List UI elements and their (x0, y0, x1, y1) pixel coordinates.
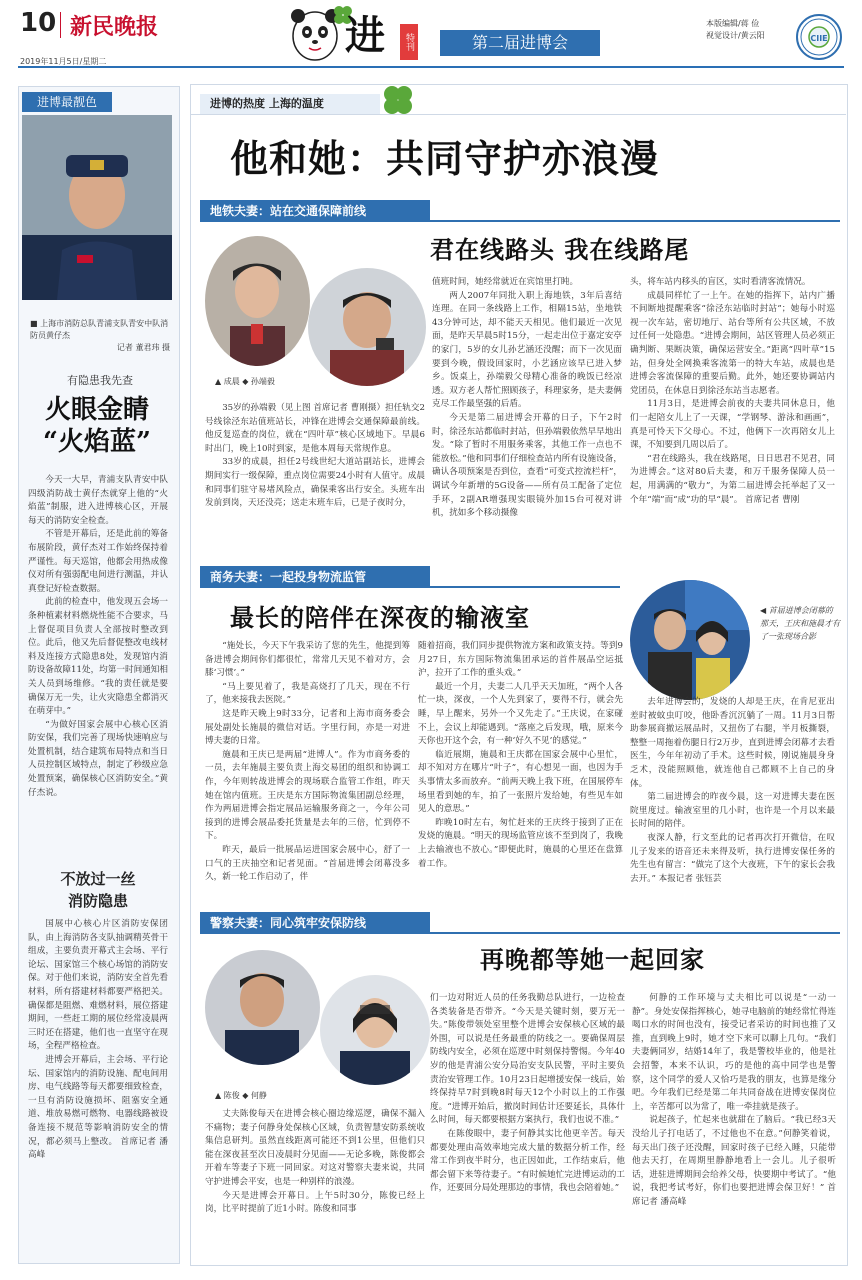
paragraph: 不管是开幕后，还是此前的筹备布展阶段，黄仔杰对工作始终保持着严谨性。每天巡馆，他都会用热成像仪对所有强弱配电间进行测温，并认真登记好检查数据。 (28, 529, 168, 594)
paragraph: 最近一个月，夫妻二人几乎天天加班，“两个人各忙一块，深夜，一个人先到家了，要得不行，就会先睡，早上醒来，另外一个又先走了。”王庆说，在家碰不上，会议上却能遇到。“落座之后发现，哦，原来今天你也开这个会，有一种‘好久不见’的感觉。” (418, 681, 623, 747)
paragraph: 头，将车站内移头的盲区，实时看清客流情况。 (630, 277, 811, 287)
firefighter-photo (22, 115, 172, 300)
section-tag-subway: 地铁夫妻：站在交通保障前线 (200, 200, 430, 222)
photo-caption: ◀ 首届进博会闭幕的那天，王庆和施晨才有了一张现场合影 (760, 606, 840, 641)
paragraph: 说起孩子，忙起来也就甜在了脑后。“我已经3天没给儿子打电话了，不过他也不在意。”何静笑着说，每天出门孩子还没醒，回家时孩子已经入睡，只能带他去天打，在周期里静静地看上一会儿。儿子很听话，进驻进博期间会给养父母，快要期中考试了。“他说，我把考试考好，你们也要把进博会保卫好！” 首席记者 潘高峰 (632, 1115, 836, 1207)
subway-col-3 (630, 276, 835, 596)
section-rule (200, 220, 840, 222)
business-col-1 (205, 640, 410, 896)
business-col-3 (630, 696, 835, 896)
photo-credit: 记者 董君玮 摄 (116, 343, 170, 352)
paragraph: 去年进博会的，发烧的人却是王庆，在肯尼亚出差时被蚊虫叮咬，他卧香沉沉躺了一周。11月3日帮助参展商撤运展品时，又扭伤了右腿，半月板撕裂，整整一周拖着伤腿日行2万步，直到进博会闭幕才去看医生，今年年初动了手术。这些时候，刚说施晨身身乏术，没能照顾他，就连他自己都顾不上自己的身体。 (630, 697, 835, 789)
photo-caption-text: ■ 上海市消防总队青浦支队青安中队消防员黄仔杰 (30, 319, 169, 340)
page-number: 10 (20, 8, 57, 38)
left-article-2 (28, 918, 168, 1250)
section-rule (200, 586, 620, 588)
left-column-tag: 进博最靓色 (22, 92, 112, 112)
paragraph: 今天一大早，青浦支队青安中队四级消防战士黄仔杰就穿上他的“火焰蓝”制服，进入进博核心区，开展每天的消防安全检查。 (28, 475, 168, 526)
jin-character-logo: 进 (345, 12, 385, 59)
paragraph: 何静的工作环境与丈夫相比可以说是“一动一静”。身处安保指挥核心，她寻电脑前的她经常忙得连喝口水的时间也没有，接受记者采访的时间也推了又推，直到晚上9时，她才空下来可以聊上几句。“我们夫妻俩同岁，结婚14年了，我是警校毕业的，他是社会招警，本来不认识，巧的是他的高中同学也是警察，这个同学的爱人又恰巧是我的朋友，也算是缘分吧。今年我们已经是第二年共同奋战在进博安保岗位上，辛苦都可以为常了，唯一牵挂就是孩子。 (632, 993, 836, 1112)
subway-headline: 君在线路头 我在线路尾 (430, 235, 690, 264)
chenjun-photo (205, 950, 320, 1065)
paragraph: 33岁的成晨，担任2号线世纪大道站副站长，进博会期间实行一级保障，重点岗位需要24小时有人值守。成晨和同事们驻守易堵风险点，确保乘客出行安全。头班车出发前到岗，天还没亮；送走末班车后，已是子夜时分， (205, 457, 425, 509)
police-col-3 (632, 992, 836, 1256)
police-col-1 (205, 1108, 425, 1256)
main-headline: 他和她：共同守护亦浪漫 (230, 136, 660, 181)
paragraph: 今天是第二届进博会开幕的日子，下午2时时，徐泾东站都临时封站，但孙端毅依然早早地出发。“除了暂时不用服务乘客，其他工作一点也不能放松。”他和同事们仔细检查站内所有设施设备，确认各项预案是否到位，查看“可变式控流栏杆”，调试今年新增的5G设备——所有员工配备了定位手环，2副AR增强现实眼镜外加15台可视对讲机，扰如多个移动摄像 (432, 412, 622, 519)
divider (190, 114, 846, 115)
section-banner: 第二届进博会 (440, 30, 600, 56)
header-divider (60, 12, 61, 38)
couple-photo (630, 580, 750, 700)
photo-caption: ▲ 成晨 ◆ 孙端毅 (215, 377, 275, 386)
photo-caption (30, 318, 170, 354)
paragraph: 此前的检查中，他发现五会场一条种植素材料燃烧性能不合要求，马上督促项目负责人全部按时整改到位。此后，他又先后督促整改电线材料及连接方式隐患8处，发现馆内消防设备故障11处，均第一时间通知相关人员到场维修。“我的责任就是要确保万无一失，让火灾隐患全都消灭在萌芽中。” (28, 597, 168, 717)
paragraph: “马上要见着了，我是高烧打了几天，现在不行了，他来接我去医院。” (205, 681, 410, 706)
special-issue-badge: 特刊 (400, 24, 418, 60)
main-topic-tag: 进博的热度 上海的温度 (200, 94, 380, 114)
left-article-1 (28, 474, 168, 864)
paragraph: 11月3日，是进博会前夜的夫妻共同休息日，他们一起陪女儿上了一天课，“学钢琴、游泳和画画”，真是可怜天下父母心。不过，他俩下一次再陪女儿上课，不知要到几周以后了。 (630, 399, 835, 451)
sunduanyi-photo (308, 268, 426, 386)
paragraph: 们一边对附近人员的任务我勤总队进行，一边检查各类装备是否带齐。“今天是关键时刻，要万无一失。”陈俊带领处室里整个进博会安保核心区域的最外围，可以说是任务最重的防线之一。要确保周层防线内安全，必须在巡逻中时刻保持警惕。今年40岁的他是青浦公安分局治安支队民警，平时主要负责治安管理工作。10月23日起增援安保一线后，始终保持早7时到晚8时每天12个小时以上的工作强度。“进博开始后，撤岗时间估计还要延长，具体什么时间，每天都要根据方案执行，我们也说不准。” (430, 993, 625, 1126)
left-subheadline: 不放过一丝 消防隐患 (60, 870, 136, 910)
paragraph: 第二届进博会的昨夜今晨，这一对进博夫妻在医院里度过。输液室里的几小时，也许是一个月以来最长时间的陪伴。 (630, 792, 835, 830)
subway-col-2 (432, 276, 622, 596)
paragraph: 国展中心核心片区消防安保团队，由上海消防各支队抽调精英骨干组成，主要负责开幕式主会场、平行论坛、国家馆三个核心场馆的消防安保。对于他们来说，消防安全首先看材料，所有搭建材料都要严格把关。确保都是阻燃、难燃材料，展位搭建期间，一些赶工期的展位经常凌晨两三时还在搭建，他们也一直坚守在现场，全程严格检查。 (28, 919, 168, 1052)
paragraph: 在陈俊眼中，妻子何静其实比他更辛苦。每天都要处理由高效率地完成大量的数据分析工作，经常工作到夜半时分，也正因如此，工作结束后，他都会留下来等待妻子。“有时候她忙完进博运动的工作，还要回分局处理那边的事情，我也会陪着她。” (430, 1128, 625, 1194)
business-headline: 最长的陪伴在深夜的输液室 (230, 603, 530, 632)
paragraph: 值班时间，她经常就近在宾馆里打盹。 (432, 277, 579, 287)
header-rule (18, 66, 844, 68)
section-tag-police: 警察夫妻：同心筑牢安保防线 (200, 912, 430, 934)
paragraph: 昨天，最后一批展品运进国家会展中心，舒了一口气的王庆抽空和记者见面。“首届进博会闭幕没多久，新一轮工作启动了，伴 (205, 844, 410, 883)
section-tag-business: 商务夫妻：一起投身物流监管 (200, 566, 430, 588)
paragraph: 35岁的孙端毅（见上图 首席记者 曹刚摄）担任轨交2号线徐泾东站值班站长，冲锋在进博会交通保障最前线。他反复巡查的岗位，就在“四叶草”核心区域地下。早晨6时出门，晚上10时到家，是他本周每天常规作息。 (205, 403, 425, 454)
business-col-2 (418, 640, 623, 896)
paragraph: 随着招商，我们同步提供物流方案和政策支持。等到9月27日，东方国际物流集团承运的首件展品空运抵沪，拉开了工作的重头戏。” (418, 641, 623, 679)
police-headline: 再晚都等她一起回家 (480, 945, 705, 974)
issue-date: 2019年11月5日/星期二 (20, 57, 107, 66)
clover-icon (378, 80, 418, 120)
chengchen-photo (205, 236, 310, 366)
paragraph: 临近展期，施晨和王庆都在国家会展中心里忙，却不知对方在哪片“叶子”，有心想见一面，也因为手头事情太多而放弃。“前两天晚上我下班，在国展停车场里看到她的车，拍了一张照片发给她，有些见车如见人的意思。” (418, 749, 623, 815)
paragraph: 两人2007年同批入职上海地铁，3年后喜结连理。在同一条线路上工作，相隔15站，坐地铁43分钟可达，却不能天天相见。他们最近一次见面，是昨天早晨5时15分，一起走出位于嘉定安亭的家门，5岁的女儿孙艺涵还没醒；而下一次见面要到今晚，假设回家时，小艺涵应该早已进入梦乡。饭桌上，孙端毅父母精心准备的晚饭已经凉透。双方老人帮忙照顾孩子，科理家务，是夫妻俩克尽工作最坚强的后盾。 (432, 290, 622, 410)
paragraph: 这是昨天晚上9时33分，记者和上海市商务委会展处副处长施晨的微信对话。字里行间，亦是一对进博夫妻的日常。 (205, 708, 410, 747)
police-col-2 (430, 992, 625, 1256)
paragraph: “君在线路头，我在线路尾，日日思君不见君，同为进博会。”这对80后夫妻，和万千服务保障人员一起，用满满的“敬力”，为第二届进博会托举起了又一个年“端”而“成”功的早“晨”。 首席记者 曹刚 (630, 453, 835, 505)
photo-caption: ▲ 陈俊 ◆ 何静 (215, 1091, 267, 1100)
paragraph: “为做好国家会展中心核心区消防安保，我们完善了现场快速响应与处置机制，结合建筑布局特点和当日人员控制区域特点，制定了秒级应急处置预案，确保核心区消防安全。”黄仔杰说。 (28, 719, 168, 798)
svg-text:CIIE: CIIE (810, 34, 828, 43)
paragraph: 昨晚10时左右，匆忙赶来的王庆终于接到了正在发烧的施晨。“明天的现场监管应该不至到岗了，我晚上去输液也不放心。”即便此时，施晨的心里还在盘算着工作。 (418, 817, 623, 869)
editor-credit: 本版编辑/蒋 俭 视觉设计/黄云阳 (706, 19, 765, 40)
paragraph: 施晨和王庆已是两届“进博人”。作为市商务委的一员，去年施晨主要负责上海交易团的组织和协调工作，今年则转战进博会的现场联合监管工作组，昨天她在馆内值班。王庆是东方国际物流集团副总经理，作为两届进博会指定展品运输服务商之一，今年公司接到的进博会展品委托货量是去年的三倍，忙到停不下。 (205, 749, 410, 842)
paragraph: “施处长，今天下午我采访了您的先生，他提到筹备进博会期间你们都很忙，常常几天见不着对方，会膝‘习惯’。” (205, 641, 410, 679)
paragraph: 成晨同样忙了一上午。在她的指挥下，站内广播不间断地提醒乘客“徐泾东站临时封站”；她每小时巡视一次车站，密切地厅、站台等所有公共区域，不放过任何一处隐患。“进博会期间，站区管理人员必须正确判断、果断决策，确保运营安全。”距离“四叶草”15站，但身处全网换乘客流第一的特大车站，成晨也是进博会客流保障的重要后勤。此外，她还要协调站内党团员，在休息日到徐泾东站当志愿者。 (630, 290, 835, 396)
paragraph: 丈夫陈俊每天在进博会核心圈边缘巡逻，确保不漏入不痛物；妻子何静身处保核心区域，负责智慧安防系统收集信息研判。虽然直线距离可能还不到1公里，但他们只能在深夜甚至次日凌晨时分见面——无论多晚，陈俊都会开着车等妻子下班一同回家。对这对警察夫妻来说，共同守护进博会平安，也是一种别样的浪漫。 (205, 1109, 425, 1187)
left-subtitle: 有隐患我先查 (67, 374, 133, 387)
ciie-logo-icon (796, 14, 842, 60)
paragraph: 今天是进博会开幕日。上午5时30分，陈俊已经上岗，比平时提前了近1小时。陈俊和同事 (205, 1190, 425, 1215)
hejing-photo (320, 975, 430, 1085)
paragraph: 进博会开幕后，主会场、平行论坛、国家馆内的消防设施、配电间用房、电气线路等每天都要细致检查，一旦有消防设施损坏、阻塞安全通道、堆放易燃可燃物、电器线路被设备连接不规范等影响消防安全的情况，都必须马上整改。 首席记者 潘高峰 (28, 1054, 168, 1161)
section-rule (200, 932, 840, 934)
newspaper-name: 新民晚报 (70, 14, 159, 40)
left-headline: 火眼金睛 “火焰蓝” (43, 395, 151, 457)
paragraph: 夜深人静，行文至此的记者再次打开微信，在叹儿子发来的语音还未来得及听，执行进博安保任务的先生也有留言：“做完了这个大夜班，下午的家长会我去开。” 本报记者 张钰芸 (630, 832, 835, 884)
